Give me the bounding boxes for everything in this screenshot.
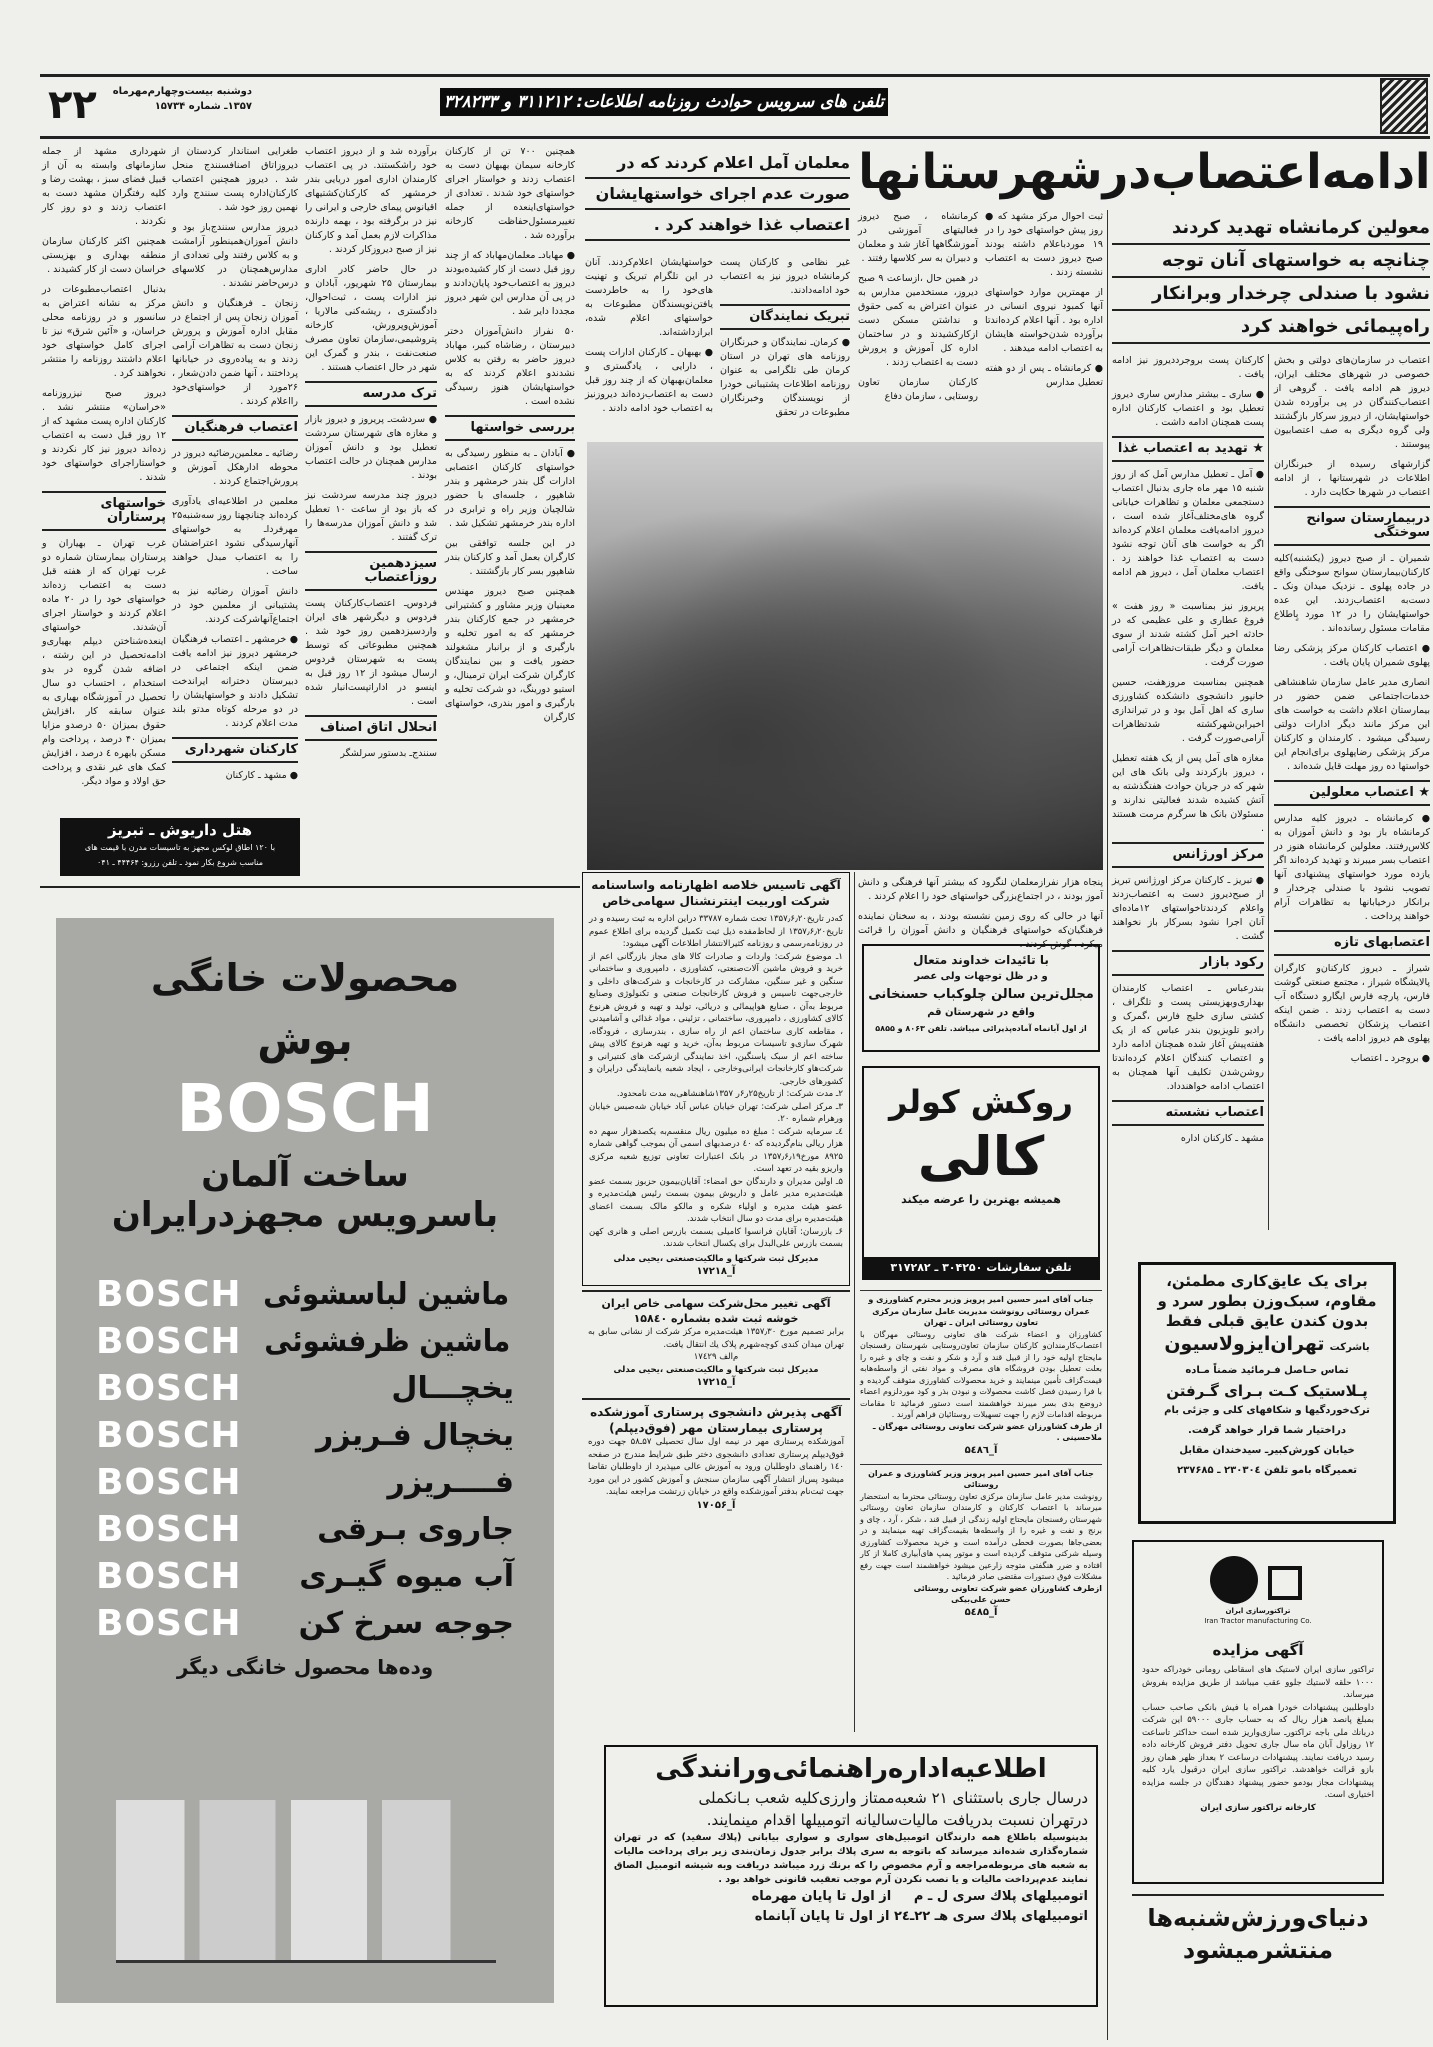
article-paragraph: برآورده شد و از دیروز اعتصاب خود را‌شکستند. در پی اعتصاب کارمندان اداری امور دریایی بندر خرمشهر که کارکنان‌کشتیهای اقیانوس پیمای خارجی و ایرانی را نیز در برگرفته بود ، بهمه دارنده مذاکرات لازم بعمل آمد و کارکنان نیز از صبح دیروزکار کردند . [305, 146, 437, 255]
photo-caption [858, 876, 1103, 950]
article-paragraph: سنندج‌ـ بدستور سرلشگر [340, 748, 437, 759]
orbit-paragraph: ۶ـ بازرسان: آقایان فرانسوا کامیلی بسمت بازرس اصلی و هانری کهن بسمت بازرس علی‌البدل برای یکسال انتخاب شدند. [589, 1226, 843, 1249]
product-row [96, 1412, 514, 1459]
auction-paragraph: داوطلبین پیشنهادات خودرا همراه با فیش بانکی صاحب حساب بمبلغ پانصد هزار ریال که به حساب جاری ۵۹۰۰۰ این شرکت دربانك ملی باجه تراکتور‌ـ سازی‌واریز شده است حداکثر تاساعت ۱۲ روزاول آبان ماه سال جاری تحویل دفتر فروش کارخانه داده رسید دریافت نمایند. پیشنهادات درساعت ۲ بعداز ظهر همان روز بازو قرائت خواهدشد. تراکتور سازی ایران درقبول یارد کلیه پیشنهادات مجاز بودمو حضور پیشنهاد دهندگان در جلسه مزایده اختیاری است. [1142, 1702, 1374, 1800]
isolation-address: خیابان کورش‌کبیر‌ـ سیدخندان مقابل [1179, 1445, 1355, 1456]
farmers-letter-1 [860, 1290, 1102, 1464]
amol-headline-row [585, 148, 850, 179]
schedule-row: اتومبیلهای پلاك سری ل ـ م از اول تا پایان مهرماه [751, 1889, 1088, 1904]
notice-body: بدینوسیله باطلاع همه دارندگان اتومبیل‌های سواری و سواری بیابانی (پلاك سفید) که در تهران شماره‌گذاری شده‌اند میرساند که باتوجه به سری پلاك برابر جدول زمان‌بندی زیر برای پرداخت مالیات به شعبه های مربوطه‌مراجعه و آرم مخصوص را که برنك زرد میباشد دریافت وبه شیشه اتومبیل الصاق نمایند عدم‌پرداخت مالیات و یا نصب نکردن آرم موجب تعقیب قانونی خواهد بود . [614, 1832, 1088, 1885]
letter-code: آ_۵٤۸٦ [964, 1444, 998, 1456]
bosch-top: محصولات خانگی [150, 956, 460, 1000]
article-paragraph: مغازه های آمل پس از یک هفته تعطیل ، دیروز بازکردند ولی بانک های این شهر که در جریان حوادث هفتگذشته به آتش کشیده شدند فعالیتی ندارند و مسئولان بانک ها سرگرم مرمت هستند . [1112, 753, 1264, 834]
column-left-d [42, 145, 166, 805]
cooler-brand-logo: کالی [917, 1125, 1045, 1188]
column-divider [1268, 354, 1269, 1230]
subhead-row [1112, 278, 1430, 311]
itmco-logo-circle [1210, 1556, 1258, 1604]
article-paragraph: همچنین بمناسبت مروزهفت، حسین خانپور دانشجوی دانشکده کشاورزی ساری که اهل آمل بود و در تیراندازی اخیرابن‌شهرکشته شدتظاهرات آرامی‌صورت گرفت . [1112, 677, 1264, 744]
article-paragraph: دیروز مدارس سنندج‌باز بود و دانش آموزان‌همینطور آرامشت و به کلاس رفتند ولی تعدادی از مدارس‌همچنان در کلاسهای درس‌حاضر نشدند . [172, 222, 298, 289]
date-weekday: دوشنبه بیست‌وچهارم‌مهرماه [112, 86, 252, 97]
qom-line: واقع در شهرستان قم [927, 1007, 1035, 1018]
tractor-logo-en: Iran Tractor manufacturing Co. [1204, 1617, 1312, 1625]
isolation-company [1141, 1331, 1393, 1361]
khoosheh-sign: مدیرکل ثبت شرکتها و مالکیت‌صنعتی ،یحیی مدلی [613, 1364, 819, 1375]
section-rule [40, 886, 580, 888]
sports-row [1132, 1934, 1384, 1966]
product-name: فــــریزر [387, 1465, 514, 1500]
product-row [96, 1506, 514, 1553]
article-paragraph: اعتصاب در سازمان‌های دولتی و بخش خصوصی در شهرهای مختلف ایران، دیروز هم ادامه یافت . گروهی از اعتصاب‌کنندگان در پی برآورده شدن خواستهایشان، از دیروز سرکار بازگشتند ولی گروه دیگری به صف اعتصابیون پیوستند . [1274, 355, 1430, 450]
bosch-label-cell [96, 1509, 256, 1550]
amol-headline-line: صورت عدم اجرای خواستهایشان [595, 184, 850, 203]
hotline-text: تلفن های سرویس حوادث روزنامه اطلاعات: ۳۱۱۲۱۲ و ۳۲۸۲۳۳ [443, 92, 885, 112]
article-paragraph: همچنین صبح دیروز مهندس معینیان وزیر مشاور و کشتیرانی خرمشهر در جمع کارکنان بندر خرمشهر که به امور تخلیه و بارگیری و از برانبار مشغولند حضور یافت و بین نمایندگان کارگران شرکت ایران ترمینال، و استیو دورینگ، دو شرکت تخلیه و بارگیری و امور بندری، خواستهای کارگران [445, 586, 575, 723]
section-heading: دربیمارستان سوانح سوختگی [1274, 506, 1430, 546]
product-name: جاروی بـرقی [317, 1512, 514, 1547]
section-heading: خواستهای پرستاران [42, 491, 166, 531]
isolation-row [1141, 1441, 1393, 1461]
article-paragraph: پنجاه هزار نفرازمعلمان لنگرود که بیشتر آنها فرهنگی و دانش آموز بودند ، در اجتماع‌بزرگی خواستهای خود را اعلام کردند . [858, 877, 1103, 902]
isolation-line: دراختیار شما قرار خواهد گرفت. [1188, 1425, 1346, 1436]
qom-restaurant-ad [862, 944, 1100, 1052]
bosch-made-in: ساخت آلمان [201, 1155, 409, 1195]
qom-row [864, 1005, 1098, 1021]
bosch-label-cell [96, 1368, 256, 1409]
article-paragraph: ● بهبهان ـ کارکنان ادارات پست ، دارایی ، یادگستری و معلمان‌بهبهان که از چند روز قبل دست به اعتصاب‌زده‌اند دیروزنیز به اعتصاب خود ادامه دادند . [585, 347, 713, 414]
cooler-slogan: همیشه بهترین را عرضه میکند [901, 1193, 1061, 1206]
main-headline-wrap [858, 140, 1430, 204]
sports-announcement [1132, 1902, 1384, 1966]
article-paragraph: دیروز چند مدرسه سردشت نیز که باز بود از ساعت ۱۰ تعطیل شد و دانش آموزان مدرسه‌ها را ترک گفتند . [305, 490, 437, 543]
nursing-body: آموزشکده پرستاری مهر در نیمه اول سال تحصیلی ۵۷ـ۵۸ جهت دوره فوق‌دیپلم پرستاری تعدادی دانشجوی دختر طبق شرایط مندرج در صفحه ۱٤۰ راهنمای داوطلبان ورود به آموزش عالی میپذیرد از داوطلبان تقاضا میشود پس‌از انتشار آگهی سازمان سنجش و آموزش کشور در این مورد جهت ثبت‌نام بدفتر آموزشکده واقع در خیابان زرتشت مراجعه نمایند. [588, 1437, 844, 1497]
orbit-paragraph: ۲ـ مدت شرکت: از تاریخ۲۵ر۶ر ۱۳۵۷شاهنشاهی‌به مدت نامحدود. [616, 1089, 843, 1099]
article-paragraph: زنجان ـ فرهنگیان و دانش آموزان زنجان پس از اجتماع در مقابل اداره آموزش و پرورش زنجان دست به تظاهرات آرامی زدند و به پیاده‌روی در خیابانها پرداختند ، آنها ضمن دادن‌شعار ، ۲۶مورد از خواستهای‌خود رااعلام کردند . [172, 298, 298, 407]
column-amol-b [585, 256, 713, 438]
schedule-row: اتومبیلهای پلاك سری هـ ۲۲ـ۲٤ از اول تا پایان آبانماه [754, 1909, 1088, 1924]
article-paragraph: ● مهاباد‌ـ معلمان‌مهاباد که از چند روز قبل دست از کار کشیده‌بودند دیروز به اعتصاب‌خود پایان‌دادند و در پی آن مدارس این شهر دیروز مجددا دایر شد . [445, 250, 575, 317]
notice-lead-row [614, 1787, 1088, 1809]
issue-number: ۱۳۵۷ـ شماره ۱۵۷۳۴ [154, 101, 252, 112]
section-heading: اعتصاب نشسته [1112, 1100, 1264, 1126]
product-row [96, 1318, 514, 1365]
page-number: ۲۲ [48, 82, 97, 128]
article-paragraph: غیر نظامی و کارکنان پست کرمانشاه دیروز نیز به اعتصاب خود ادامه‌دادند. [720, 257, 850, 296]
notice-lead-row [614, 1809, 1088, 1831]
bosch-label-cell [96, 1415, 256, 1456]
isolation-row [1141, 1271, 1393, 1291]
auction-paragraph: تراکتور سازی ایران لاستیک های اسقاطی رومانی خودراکه حدود ۱۰۰۰ حلقه لاستیك جلوو عقب میباشد از طریق مزایده بفروش میرساند. [1142, 1665, 1374, 1700]
product-name: ماشین ظرفشوئی [263, 1324, 510, 1359]
date-line [102, 84, 252, 114]
letter-sign: ازطرف کشاورزان عضو شرکت تعاونی روستائی [913, 1583, 1102, 1593]
cooler-cover-ad [862, 1066, 1100, 1280]
article-paragraph: بندرعباس ـ اعتصاب کارمندان بهداری‌وبهزیستی پست و تلگراف ، کشتی سازی خلیج فارس ،گمرک و رادیو تلویزیون بندر عباس که از یک هفته‌پیش آغاز شده همچنان ادامه دارد و اعتصاب کنندگان اعلام کرده‌اندتا روشن‌شدن تکلیف آنها همچنان به اعتصاب ادامه خواهندداد. [1112, 983, 1264, 1092]
orbit-paragraph: ۱ـ موضوع شرکت: واردات و صادرات کالا های مجاز بازرگانی اعم از خرید و فروش ماشین آلات‌صنعتی، کشاورزی ، دامپروری و ساختمانی سنگین و غیر سنگین، مشارکت در کارخانجات و شرکت‌های داخلی و خارجی‌جهت تاسیس و فروش کارخانجات صنعتی و تکنولوژی و‌صنایع مربوط به‌آن ، صنایع هواپیمائی و دریائی، تولید و تهیه و فروش هرنوع کالای کشاورزی ، دامپروری‌، ساختمانی ، تزئینی ، مواد غذائی و آشامیدنی ، مقاطعه کاری ساختمان اعم از راه سازی ، بندرسازی ، فرودگاه، شهرک سازی‌و تاسیسات مربوط به‌آن، خرید و تهیه هرنوع کالای پیش ساخته اعم از سبک یاسنگین، اخذ نمایندگی ازشرکت های کنتیرانی و شرکت‌هاو کارخانجات ایرانی‌وخارجی ، ایجاد شعبه یانمایندگی درایران و کشورهای خارجی. [589, 951, 843, 1087]
bosch-label-cell [96, 1603, 256, 1644]
section-heading: سیزدهمین روزاعتصاب [305, 551, 437, 591]
isolation-row [1141, 1421, 1393, 1441]
isolation-row [1141, 1361, 1393, 1381]
letter-body: رونوشت مدیر عامل سازمان مرکزی تعاون روستائی محترما به استحضار میرساند با اعتصاب کارکنان و کارمندان سازمان تعاون روستائی شهرستان رفسنجان مایحتاج اولیه زندگی از قبیل قند ، شکر ، آرد ، چای و برنج و نفت و غیره را از واسطه‌ها بقیمت‌گزاف تهیه مینمایند و در بعضی‌جاها بصورت قحطی درآمده است و خرید محصولات کشاورزی وسیله شرکتی متوقف گردیده است و موتور پمپ های‌آبیاری کاملا از کار افتاده و ضرر هنگفتی متوجه زارعین میشود خواهشمند است جهت رفع مشکلات فوق دستورات مقتضی صادر فرمائید . [860, 1491, 1102, 1581]
subhead-row [1112, 245, 1430, 278]
tehran-isolation-ad [1138, 1262, 1396, 1524]
isolation-name: تهران‌ایزولاسیون [1164, 1333, 1325, 1355]
subhead-line: معولین کرمانشاه تهدید کردند [1172, 217, 1430, 238]
article-paragraph: ● خرمشهر ـ اعتصاب فرهنگیان خرمشهر دیروز نیز ادامه یافت ضمن اینکه اجتماعی در دبیرستان دخترانه ایراندخت تشکیل دادند و خواستهایشان را در دو مرحله کوتاه مدتو بلند مدت اعلام کردند . [172, 634, 298, 729]
column-left-c [172, 145, 298, 805]
subhead-line: راه‌پیمائی خواهند کرد [1240, 316, 1430, 337]
hotel-dariush-ad [60, 818, 300, 876]
hotel-line-row [60, 855, 300, 870]
tractor-logo-fa: تراکتورسازی ایران [1225, 1607, 1291, 1615]
product-name: جوجه سرخ کن [298, 1606, 514, 1641]
article-paragraph: طغرایی استاندار کردستان از دیروزاتاق اصنافسنندج منحل شد . دیروز همچنین اعتصاب کارکنان‌اداره پست سنندج وارد نهمین روز خود شد . [172, 146, 298, 213]
tractor-auction-ad [1132, 1540, 1384, 1884]
column-left-a [445, 145, 575, 805]
sports-line: منتشرمیشود [1182, 1936, 1334, 1964]
isolation-product: پـلاستیک کـت بـرای گـرفتن [1166, 1382, 1368, 1400]
article-paragraph: فردوس‌ـ اعتصاب‌کارکنان پست فردوس و دیگرشهر های ایران واردسیزدهمین روز خود شد . همچنین مطبوعاتی که توسط پست به شهرستان فردوس ارسال میشود از ۱۲ روز قبل به اینسو در اداراتپست‌انبار شده است . [305, 598, 437, 707]
article-paragraph: همچنین اکثر کارکنان سازمان منطقه بهداری و بهزیستی خراسان دست از کار کشیدند . [42, 236, 166, 275]
bosch-label: BOSCH [96, 1274, 242, 1315]
article-paragraph: کرمانشاه ، صبح دیروز فعالیتهای آموزشی در آموزشگاهها آغاز شد و معلمان و دبیران به سر کلاسها رفتند . [858, 211, 978, 264]
product-name: یخچـــال [391, 1371, 514, 1406]
cooler-phone: تلفن سفارشات ۳۰۴۲۵۰ ـ ۳۱۷۲۸۲ [890, 1261, 1072, 1274]
notice-lead: درتهران نسبت بدریافت مالیات‌سالیانه اتومبیلها اقدام مینمایند. [706, 1811, 1088, 1829]
product-cell [254, 1277, 518, 1312]
article-paragraph: شهرداری مشهد از جمله سازمانهای وابسته به آن از قبیل فضای سبز ، بهشت رضا و کلیه رفتگران مشهد دست به اعتصاب زدند و دو روز کار نکردند . [42, 146, 166, 227]
subhead-row [1112, 311, 1430, 344]
letter-code: آ_۵٤۸۵ [964, 1606, 998, 1618]
qom-line: از اول آبانماه آماده‌پذیرائی میباشد. تلفن ۸۰۶۳ و ۵۸۵۵ [875, 1024, 1087, 1033]
bosch-label-cell [96, 1462, 256, 1503]
letter-sign: از طرف کشاورزان عضو شرکت تعاونی روستائی مهرگان ـ ملاحسینی . [872, 1421, 1102, 1442]
bosch-brand-fa: بوش [257, 1018, 353, 1064]
article-paragraph: ● سردشت‌ـ پریروز و دیروز بازار و مغازه های شهرستان سردشت تعطیل بود و دانش آموزان مدارس همچنان در حالت اعتصاب بودند . [305, 414, 437, 481]
notice-title-row [614, 1751, 1088, 1787]
article-paragraph: گزارشهای رسیده از خبرنگاران اطلاعات در شهرستانها ، از ادامه اعتصاب در شهرها حکایت دارد . [1274, 459, 1430, 498]
section-heading: رکود بازار [1112, 950, 1264, 976]
crowd-photo [587, 442, 1103, 870]
qom-row [864, 1021, 1098, 1037]
nursing-code: آ_۱۷۰۵۶ [696, 1499, 736, 1511]
schedule-row-wrap [614, 1887, 1088, 1907]
isolation-line: ترک‌خوردگیها و شکافهای کلی و جزئی بام [1164, 1405, 1370, 1416]
isolation-company-inner [1164, 1331, 1369, 1361]
hotel-title: هتل داریوش ـ تبریز [108, 821, 252, 839]
product-row [96, 1600, 514, 1647]
hotel-title-row [60, 820, 300, 840]
bosch-label: BOSCH [96, 1368, 242, 1409]
khoosheh-title: آگهی تغییر محل‌شرکت سهامی خاص ایران خوشه ثبت شده بشماره ۱۵۸٤۰ [601, 1297, 831, 1325]
orbit-signature: مدیرکل ثبت شرکتها و مالکیت‌صنعتی ،یحیی مدلی [613, 1253, 819, 1264]
article-paragraph: ● ساری ـ بیشتر مدارس ساری دیروز تعطیل بود و اعتصاب کارکنان اداره پست همچنان ادامه داشت . [1112, 389, 1264, 428]
isolation-line: بدون کندن عایق قبلی فقط [1165, 1312, 1369, 1330]
auction-title: آگهی مزایده [1212, 1641, 1304, 1659]
traffic-police-notice [604, 1745, 1098, 2007]
article-paragraph: انصاری مدیر عامل سازمان شاهنشاهی خدمات‌اجتماعی ضمن حضور در بیمارستان اعلام داشت به خواست های این مرکز مانند دیگر ادارات دولتی رسیدگی میشود . کارمندان و کارکنان مرکز پزشکی رضاپهلوی برای‌انجام این خواستها ده روز مهلت قایل شده‌اند . [1274, 677, 1430, 772]
itmco-logo [1210, 1556, 1306, 1606]
amol-headline-row [585, 179, 850, 210]
article-paragraph: مشهد ـ کارکنان اداره [1180, 1133, 1264, 1144]
article-paragraph: بدنبال اعتصاب‌مطبوعات در مرکز به نشانه اعتراض به سانسور و در روزنامه محلی خراسان، و «آئین شرق» نیز تا اجرای کامل خواستهای خود اعلام داشتند روزنامه را منتشر نخواهند کرد . [42, 284, 166, 379]
column-divider [854, 872, 855, 1732]
amol-headline [585, 148, 850, 241]
letter-sign: حسن علی‌بیکی [951, 1595, 1011, 1604]
article-paragraph: کارکنان سازمان تعاون روستایی ، سازمان دفاع [858, 377, 978, 402]
farmers-letters-stack [860, 1290, 1102, 1626]
article-paragraph: آنها در حالی که روی زمین نشسته بودند ، به سخنان نماینده فرهنگیان‌که خواستهای فرهنگیان و دانش آموزان را قرائت میکرد ، گوش کردند . [858, 911, 1103, 950]
sports-line: دنیای‌ورزش‌شنبه‌ها [1147, 1904, 1369, 1932]
article-paragraph: شیراز ـ دیروز کارکنان‌و کارگران پالایشگاه شیراز ، مجتمع صنعتی گوشت فارس، پارچه فارس ایگارو دستگاه آب دست به اعتصاب زدند . ضمن اینکه اعتصاب پزشکان تخصصی دانشگاه پهلوی هم دیروز ادامه یافت . [1274, 963, 1430, 1044]
subhead-line: نشود با صندلی چرخدار وبرانکار [1151, 283, 1430, 304]
product-name: آب میوه گیـری [299, 1559, 514, 1594]
qom-title: مجلل‌ترین سالن چلوکباب حسنخانی [868, 987, 1094, 1002]
nursing-notice [582, 1398, 850, 1517]
main-headline: ادامه‌اعتصاب‌در‌شهرستانها [858, 144, 1430, 200]
orbit-paragraph: ٤ـ سرمایه شرکت : مبلغ ده میلیون ریال منقسم‌به یکصدهزار سهم ده هزار ریالی بنام‌گردیده که ٤۰ درصدبهای اسمی آن بموجب گواهی شماره ۸۹۲۵ مورخ۱۳۵۷٫۶٫۱۹ در بانک اعتبارات تعاونی توزیع شعبه مرکزی واریزو بقیه در تعهد است. [589, 1126, 843, 1174]
column-divider [1107, 210, 1108, 2040]
subhead-row [1112, 212, 1430, 245]
article-paragraph: ● تبریز ـ کارکنان مرکز اورژانس تبریز از صبح‌دیروز دست به اعتصاب‌زدند و‌اعلام کردندتاخواستهای ۱۲ماده‌ای آنان اجرا نشود بسرکار باز نخواهند گشت . [1112, 875, 1264, 942]
nursing-title: آگهی پذیرش دانشجوی پرستاری آموزشکده پرستاری بیمارستان مهر (فوق‌دیپلم) [590, 1405, 842, 1435]
isolation-row [1141, 1401, 1393, 1421]
itmco-logo-square [1268, 1566, 1302, 1600]
middle-notices-stack [582, 872, 850, 1517]
main-subhead [1112, 212, 1430, 344]
qom-row [864, 951, 1098, 969]
bosch-label-cell [96, 1274, 242, 1315]
top-rule [40, 74, 1430, 77]
section-heading: ترک مدرسه [305, 381, 437, 407]
product-cell [254, 1324, 521, 1359]
product-cell [268, 1559, 514, 1594]
isolation-line: مقاوم، سبک‌وزن بطور سرد و [1157, 1292, 1377, 1310]
article-paragraph: ۵۰ نفراز دانش‌آموزان دختر دبیرستان ، رضاشاه کبیر، مهاباد دیروز حاضر به رفتن به کلاس نشدندو اعلام کردند که به خواستهایشان هنوز رسیدگی نشده است . [445, 326, 575, 407]
bosch-label: BOSCH [96, 1509, 242, 1550]
bosch-logo: BOSCH [176, 1070, 434, 1147]
product-row [96, 1553, 514, 1600]
isolation-row [1141, 1311, 1393, 1331]
column-right-b [1112, 354, 1264, 1240]
cooler-phone-bar [864, 1257, 1098, 1278]
bosch-label: BOSCH [96, 1415, 242, 1456]
bosch-label-cell [96, 1556, 256, 1597]
article-paragraph: ثبت احوال مرکز مشهد که ● روز پیش خواستهای خود را در ۱۹ موردباعلام داشته بودند صبح دیروز دست به اعتصاب نشسته زدند . [985, 211, 1103, 278]
article-paragraph: ● کرمان‌ـ نمایندگان و خبرنگاران روزنامه های تهران در استان کرمان طی تلگرامی به عنوان روزنامه اطلاعات پشتیبانی خودرا از نویسندگان وخبرنگاران مطبوعات در تحقق [720, 337, 850, 418]
isolation-line: برای یک عایق‌کاری مطمئن، [1166, 1272, 1368, 1290]
orbit-paragraph: که‌در تاریخ۱۳۵۷٫۶٫۲۰ تحت شماره ۳۳۷۸۷ دراین اداره به ثبت رسیده و در تاریخ۱۳۵۷٫۶٫۲۰ از لحاظ‌مفده ذیل ثبت تکمیل گردیده برای اطلاع عموم در روزنامه‌رسمی و روزنامه کثیرالانتشار اطلاعات آگهی میشود: [589, 914, 844, 949]
notice-title: اطلاعیه‌اداره‌راهنمائی‌ورانندگی [655, 1754, 1047, 1784]
isolation-phone: تعمیرگاه بامو تلفن ۲۳۰۳۰٤ ـ ۲۳۷۶۸۵ [1177, 1465, 1357, 1476]
article-paragraph: خواستهایشان اعلام‌کردند. آنان در این تلگرام تبریک و تهنیت های‌خود را به خاطردست یافتن‌نویسندگان مطبوعات به خواستهای اعلام شده، ابرازداشته‌اند. [585, 257, 713, 338]
orbit-code: آ_۱۷۲۱۸ [696, 1266, 736, 1277]
section-heading: کارکنان شهرداری [172, 737, 298, 763]
hotel-line: مناسب شروع بکار نمود ـ تلفن رزرو: ۴۴۴۶۴ ـ ۰۴۱ [96, 858, 264, 867]
appliances-illustration [116, 1800, 496, 1963]
bosch-service-row [56, 1195, 554, 1235]
article-paragraph: ● اعتصاب کارکنان مرکز پزشکی رضا پهلوی شمیران پایان یافت . [1274, 643, 1430, 668]
letter-title: جناب آقای امیر حسین امیر پرویز وزیر محترم کشاورزی و عمران روستائی رونوشت مدیریت عامل سازمان مرکزی تعاون روستائی ایران ـ تهران [868, 1295, 1094, 1327]
bosch-label: BOSCH [96, 1321, 242, 1362]
khoosheh-code: آ_۱۷۲۱۵ [696, 1377, 736, 1388]
letter-body: کشاورزان و اعضاء شرکت های تعاونی روستائی مهرگان با اعتصاب‌کارمندان‌و کارکنان سازمان تعاون‌روستایی شهرستان رفسنجان مایحتاج اولیه خود را از قبیل قند و آرد و شکر و نفت و چای و غیره را بعلت تعطیل بودن فروشگاه های مصرف و مواد نفتی از واسطه‌ها‌به قیمت‌گزاف تأمین مینمایند و خرید محصولات کشاورزی متوقف گردیده و با فرا رسیدن فصل کاشت محصولات و نبودن بذر و کود موردلزوم اعضاء دروضع بدی بسر میبرند خواهشمند است دستور فرمائید تا مقامات مربوطه اقدامات لازم را جهت تسهیلات روستائیان فراهم آورند . [860, 1329, 1102, 1419]
hotline-banner [440, 88, 888, 116]
orbit-title: شرکت اوربیت اینترنشنال سهامی‌خاص [602, 894, 830, 908]
bosch-label: BOSCH [96, 1603, 242, 1644]
isolation-row [1141, 1461, 1393, 1481]
isolation-row [1141, 1381, 1393, 1401]
product-cell [268, 1371, 514, 1406]
product-row [96, 1271, 514, 1318]
article-paragraph: معلمین در اطلاعیه‌ای یادآوری کرده‌اند چنانچهتا روز سه‌شنبه۲۵ مهرفرداـ به خواستهای آنهارسیدگی نشود اعتراضشان را به اعتصاب مبدل خواهند ساخت . [172, 496, 298, 577]
column-main-a [985, 210, 1103, 438]
bosch-footer: وده‌ها محصول خانگی دیگر [176, 1655, 434, 1679]
section-heading: انحلال اتاق اصناف [305, 715, 437, 741]
article-paragraph: ● آبادان ـ به منظور رسیدگی به خواستهای کارکنان اعتصابی ادارات گل بندر خرمشهر و بندر شاهپور ، جلسه‌ای با حضور شالچیان وزیر راه و ترابری در اداره بندر خرمشهر تشکیل شد . [445, 448, 575, 529]
section-heading: ★ اعتصاب معلولین [1274, 780, 1430, 806]
amol-headline-line: اعتصاب غذا خواهند کرد . [653, 215, 850, 234]
product-name: یخچال فـریزر [315, 1418, 514, 1453]
newspaper-logo [1380, 78, 1428, 134]
orbit-notice [582, 872, 850, 1286]
article-paragraph: دانش آموزان رضائیه نیز به پشتیبانی از معلمین خود در اجتماع‌آنهاشرکت کردند. [172, 586, 298, 625]
section-heading: تبریک نمایندگان [720, 304, 850, 330]
isolation-prefix: باشرکت [1329, 1342, 1370, 1353]
khoosheh-notice [582, 1290, 850, 1394]
subhead-line: چنانچه به خواستهای آنان توجه [1161, 250, 1430, 271]
article-paragraph: ● مشهد ـ کارکنان [225, 770, 298, 781]
qom-row [864, 985, 1098, 1005]
article-paragraph: ● کرمانشاه ـ دیروز کلیه مدارس کرمانشاه باز بود و دانش آموزان به کلاس‌رفتند. معلولین کرمانشاه هنوز در اعتصاب بسر میبرند و تهدید کرده‌اند اگر یازده مورد خواستهای پیشنهادی آنها تصویب نشود با صندلی چرخدار و برانکار درخیابانها به تظاهرات آرام خواهند پرداخت . [1274, 813, 1430, 922]
bosch-product-list [96, 1271, 514, 1647]
section-heading: مرکز اورژانس [1112, 842, 1264, 868]
article-paragraph: رضائیه ـ معلمین‌رضائیه دیروز در محوطه ادارهکل آموزش و پرورش‌اجتماع کردند . [172, 448, 298, 487]
auction-sign: کارخانه تراکتور سازی ایران [1200, 1802, 1316, 1813]
orbit-paragraph: ۵ـ اولین مدیران و دارندگان حق امضاء: آقایان‌بیمون حزبوز بسمت عضو هیئت‌مدیره مدیر عامل و داریوش بیمون بسمت رئیس هیئت‌مدیره و عضو هیئت مدیره و اولیاء شکره و مالکو مالک بسمت اعضای هیئت‌مدیره برای مدت دو سال انتخاب شدند. [589, 1176, 843, 1224]
article-paragraph: در حال حاضر کادر اداری بیمارستان ۲۵ شهریور، آبادان و نیز ادارات پست ، ثبت‌احوال، دادگستری ، ریشه‌کنی مالاریا ، آموزش‌وپرورش، کارخانه پتروشیمی،سازمان تعاون مصرف صنعت‌نفت ، بندر و گمرک این شهر در حال اعتصاب هستند . [305, 264, 437, 373]
article-paragraph: کارکنان پست بروجردديروز نیز ادامه یافت . [1112, 355, 1264, 380]
cooler-title: روکش کولر [889, 1083, 1073, 1121]
bosch-label: BOSCH [96, 1462, 242, 1503]
letter-title: جناب آقای امیر حسین امیر پرویز وزیر کشاورزی و عمران روستائی [868, 1468, 1094, 1489]
product-cell [268, 1606, 514, 1641]
article-paragraph: شمیران ـ از صبح دیروز (یکشنبه)کلیه کارکنان‌بیمارستان سوانح سوختگی واقع در جاده پهلوی ـ نزدیک میدان ونک ـ دست‌به اعتصاب‌زدند. این عده خواستهایشان را در ۱۲ مورد بٍاطلاع مقامات مسئول رسانده‌اند . [1274, 553, 1430, 634]
column-right-a [1274, 354, 1430, 1240]
section-heading: ★ تهدید به اعتصاب غذا [1112, 436, 1264, 462]
product-row [96, 1459, 514, 1506]
amol-headline-line: معلمان آمل اعلام کردند که در [617, 153, 850, 172]
article-paragraph: از مهمترین موارد خواستهای آنها کمبود نیروی انسانی در اداره بود . آنها اعلام کرده‌اندتا برآورده شدن‌خواسته هایشان به اعتصاب ادامه میدهند . [985, 287, 1103, 354]
product-cell [268, 1418, 514, 1453]
article-paragraph: پریروز نیز بمناسبت « روز هفت » فروغ عطاری و علی عظیمی که در حادثه اخیر آمل کشته شدند از سوی معلمان و دیگر طبقات‌تظاهرات آرامی صورت گرفت . [1112, 601, 1264, 668]
column-main-b [858, 210, 978, 438]
isolation-row [1141, 1291, 1393, 1311]
sports-row [1132, 1902, 1384, 1934]
article-paragraph: ● بروجرد ـ اعتصاب [1350, 1053, 1430, 1064]
section-rule [1132, 1894, 1384, 1896]
section-heading: اعتصابهای تازه [1274, 930, 1430, 956]
article-paragraph: ● آمل ـ تعطیل مدارس آمل که از روز شنبه ۱۵ مهر ماه جاری بدنبال اعتصاب دستجمعی معلمان و تظاهرات خیابانی گروه های‌مختلف‌آغاز شده است ، دیروز ادامه‌یافت معلمان اعلام کرده‌اند اگر به خواست های آنان توجه نشود دست به اعتصاب غذا خواهند زد . اعتصاب معلمان آمل ، دیروز هم ادامه یافت. [1112, 469, 1265, 592]
section-heading: اعتصاب فرهنگیان [172, 415, 298, 441]
qom-row [864, 969, 1098, 985]
farmers-letter-2 [860, 1464, 1102, 1626]
article-paragraph: غرب تهران ـ بهیاران و پرستاران بیمارستان شماره دو غرب تهران که از هفته قبل دست به اعتصاب زده‌اند خواستهای خود را در ۲۰ ماده اعلام کردند و خواستار اجرای آن‌شدند. خواستهای اینعده‌شناختن دیپلم بهیاری‌و ادامه‌تحصیل در این رشته ، اضافه شدن گروه در بدو استخدام ، احتساب دو سال تحصیل در آموزشگاه بهیاری به عنوان سابقه کار ،افزایش حقوق بمیزان ۵۰ درصدو مزایا بمیزان ۴۰ درصد ، پرداخت وام مسکن بابهره ٤ درصد ، افزایش کمک های غیر نقدی و پرداخت حق اولاد و مواد دیگر. [42, 538, 166, 787]
article-paragraph: دیروز صبح نیزروزنامه «خراسان» منتشر نشد . کارکنان اداره پست مشهد که از ۱۲ روز قبل دست به اعتصاب زده‌اند دیروز نیز کار نکردند و خواستاراجرای خواستهای خود شدند . [42, 388, 166, 483]
orbit-paragraph: ۳ـ مرکز اصلی شرکت: تهران خیابان عباس آباد خیابان شه‌صبس خیابان ورهرام شماره ۲۰. [589, 1101, 843, 1124]
article-paragraph: در همین حال ،ازساعت ۹ صبح دیروز، مستخدمین مدارس به عنوان اعتراض به کمی حقوق و نداشتن مسکن دست ازکارکشیدند و در ساختمان اداره کل آموزش و پرورش دست به اعتصاب زدند . [858, 273, 978, 368]
article-paragraph: همچنین ۷۰۰ تن از کارکنان کارخانه سیمان بهبهان دست به اعتصاب زدند و خواستار اجرای خواستهای خود شدند . تعدادی از خواستهای‌اینعده از جمله تغییرمسئول‌حفاظت کارخانه برآورده شد . [445, 146, 575, 241]
bosch-label-cell [96, 1321, 242, 1362]
orbit-title: آگهی تاسیس خلاصه اظهارنامه واساسنامه [591, 878, 841, 892]
product-cell [268, 1465, 514, 1500]
masthead [40, 78, 1430, 136]
product-cell [268, 1512, 514, 1547]
column-left-b [305, 145, 437, 860]
khoosheh-ref: م‌الف ۱۷٤۲۹ [693, 1352, 739, 1362]
hotel-line: با ۱۲۰ اطاق لوکس مجهز به تاسیسات مدرن با قیمت های [84, 843, 276, 852]
masthead-bottom-rule [40, 136, 1430, 139]
article-paragraph: ● کرمانشاه ـ پس از دو هفته تعطیل مدارس [985, 363, 1103, 388]
schedule-row-wrap [614, 1907, 1088, 1927]
amol-headline-row [585, 210, 850, 241]
product-name: ماشین لباسشوئی [262, 1277, 509, 1312]
article-paragraph: در این جلسه توافقی بین کارگران بعمل آمد و کارکنان بندر شاهپور بسر کار بازگشتند . [445, 538, 575, 577]
section-heading: بررسی خواستها [445, 415, 575, 441]
notice-lead: درسال جاری باستثنای ۲۱ شعبه‌ممتاز وارزی‌کلیه شعب بـانکملی [698, 1789, 1088, 1807]
product-row [96, 1365, 514, 1412]
khoosheh-body: برابر تصمیم مورخ ۱۳۵۷٫۳۰ هیئت‌مدیره مرکز شرکت از نشانی سابق به تهران میدان کندی کوچه‌شهرم پلاک یك انتقال یافت. [588, 1327, 844, 1350]
qom-line: و در ظل توجهات ولی عصر [914, 971, 1048, 982]
isolation-line: تماس حـاصل فـرمائید ضمناً مـاده [1185, 1365, 1349, 1376]
bosch-ad [56, 918, 554, 2003]
qom-line: با تائیدات خداوند متعال [913, 953, 1049, 967]
hotel-line-row [60, 840, 300, 855]
bosch-label: BOSCH [96, 1556, 242, 1597]
column-amol-a [720, 256, 850, 438]
bosch-service: باسرویس مجهزدرایران [111, 1195, 499, 1235]
